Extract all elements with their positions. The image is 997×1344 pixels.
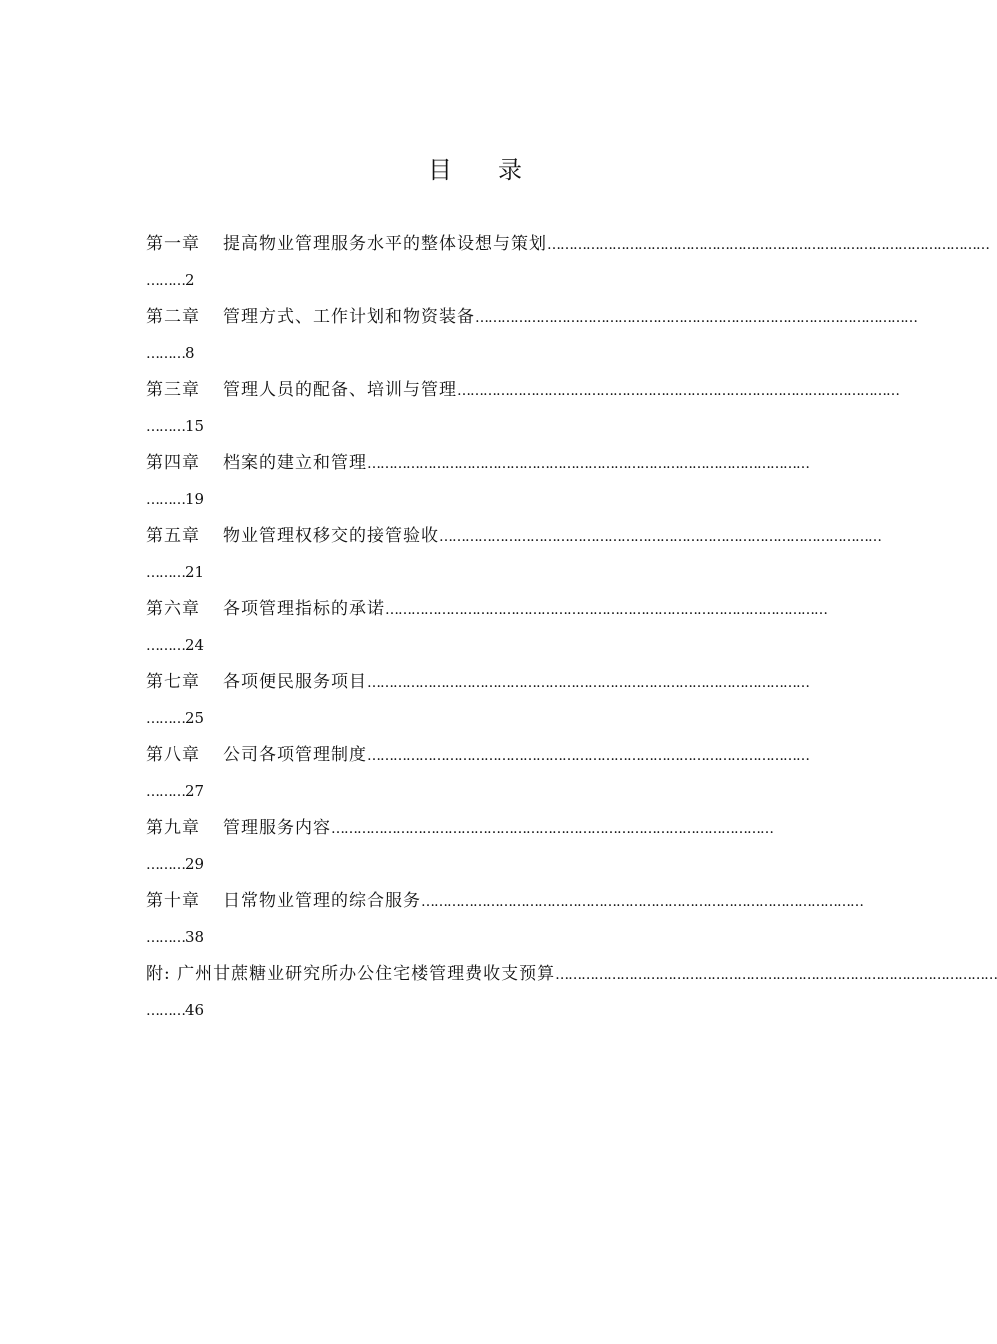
toc-leader-dots: ………………………………………………………………………………………… [555,967,997,983]
toc-entry[interactable] [146,299,917,372]
toc-chapter-number: 第二章 [146,307,200,327]
toc-leader-dots: ………………………………………………………………………………………… [385,602,827,618]
toc-page-number: 21 [185,563,205,581]
table-of-contents [146,226,997,1029]
toc-leader-dots: ……… [146,784,185,800]
toc-chapter-title: 提高物业管理服务水平的整体设想与策划 [223,234,547,254]
toc-chapter-title: 各项管理指标的承诺 [223,599,385,619]
toc-chapter-title: 档案的建立和管理 [223,453,367,473]
page-title-char-2: 录 [498,156,522,184]
page-title [0,152,950,188]
toc-leader-dots: ……… [146,638,185,654]
toc-page-number: 15 [185,417,205,435]
toc-chapter-number: 第三章 [146,380,200,400]
toc-entry[interactable] [146,883,863,956]
toc-page-number: 29 [185,855,205,873]
toc-leader-dots: ……… [146,1003,185,1019]
toc-leader-dots: ……… [146,346,185,362]
page-title-char-1: 目 [428,156,452,184]
toc-chapter-title: 管理服务内容 [223,818,331,838]
toc-entry[interactable] [146,664,809,737]
toc-leader-dots: ………………………………………………………………………………………… [367,456,809,472]
toc-leader-dots: ……… [146,419,185,435]
toc-leader-dots: ………………………………………………………………………………………… [547,237,989,253]
toc-chapter-title: 管理方式、工作计划和物资装备 [223,307,475,327]
toc-entry[interactable] [146,445,809,518]
toc-entry[interactable] [146,737,809,810]
toc-page-number: 46 [185,1001,205,1019]
toc-entry-appendix[interactable] [146,956,997,1029]
toc-chapter-title: 物业管理权移交的接管验收 [223,526,439,546]
toc-leader-dots: ……… [146,930,185,946]
toc-leader-dots: ………………………………………………………………………………………… [331,821,773,837]
toc-leader-dots: ……… [146,273,185,289]
toc-entry[interactable] [146,518,881,591]
toc-leader-dots: ………………………………………………………………………………………… [439,529,881,545]
toc-leader-dots: ………………………………………………………………………………………… [421,894,863,910]
toc-chapter-number: 第九章 [146,818,200,838]
toc-chapter-number: 第八章 [146,745,200,765]
toc-entry[interactable] [146,591,827,664]
toc-page-number: 8 [185,344,195,362]
toc-leader-dots: ………………………………………………………………………………………… [367,748,809,764]
toc-chapter-number: 第四章 [146,453,200,473]
toc-chapter-number: 第七章 [146,672,200,692]
toc-leader-dots: ……… [146,492,185,508]
toc-leader-dots: ………………………………………………………………………………………… [457,383,899,399]
toc-leader-dots: ……… [146,565,185,581]
toc-chapter-number: 第一章 [146,234,200,254]
toc-chapter-number: 第五章 [146,526,200,546]
toc-chapter-title: 日常物业管理的综合服务 [223,891,421,911]
toc-leader-dots: ……… [146,711,185,727]
toc-chapter-number: 第十章 [146,891,200,911]
toc-page-number: 38 [185,928,205,946]
toc-page-number: 27 [185,782,205,800]
toc-page-number: 25 [185,709,205,727]
toc-page-number: 2 [185,271,195,289]
toc-leader-dots: ……… [146,857,185,873]
toc-chapter-number: 第六章 [146,599,200,619]
toc-chapter-title: 公司各项管理制度 [223,745,367,765]
toc-page-number: 19 [185,490,205,508]
toc-entry[interactable] [146,810,806,883]
toc-chapter-title: 各项便民服务项目 [223,672,367,692]
toc-leader-dots: ………………………………………………………………………………………… [367,675,809,691]
toc-entry[interactable] [146,372,899,445]
toc-chapter-title: 管理人员的配备、培训与管理 [223,380,457,400]
toc-page-number: 24 [185,636,205,654]
toc-entry[interactable] [146,226,989,299]
toc-leader-dots: ………………………………………………………………………………………… [475,310,917,326]
toc-appendix-title: 附: 广州甘蔗糖业研究所办公住宅楼管理费收支预算 [146,964,556,984]
